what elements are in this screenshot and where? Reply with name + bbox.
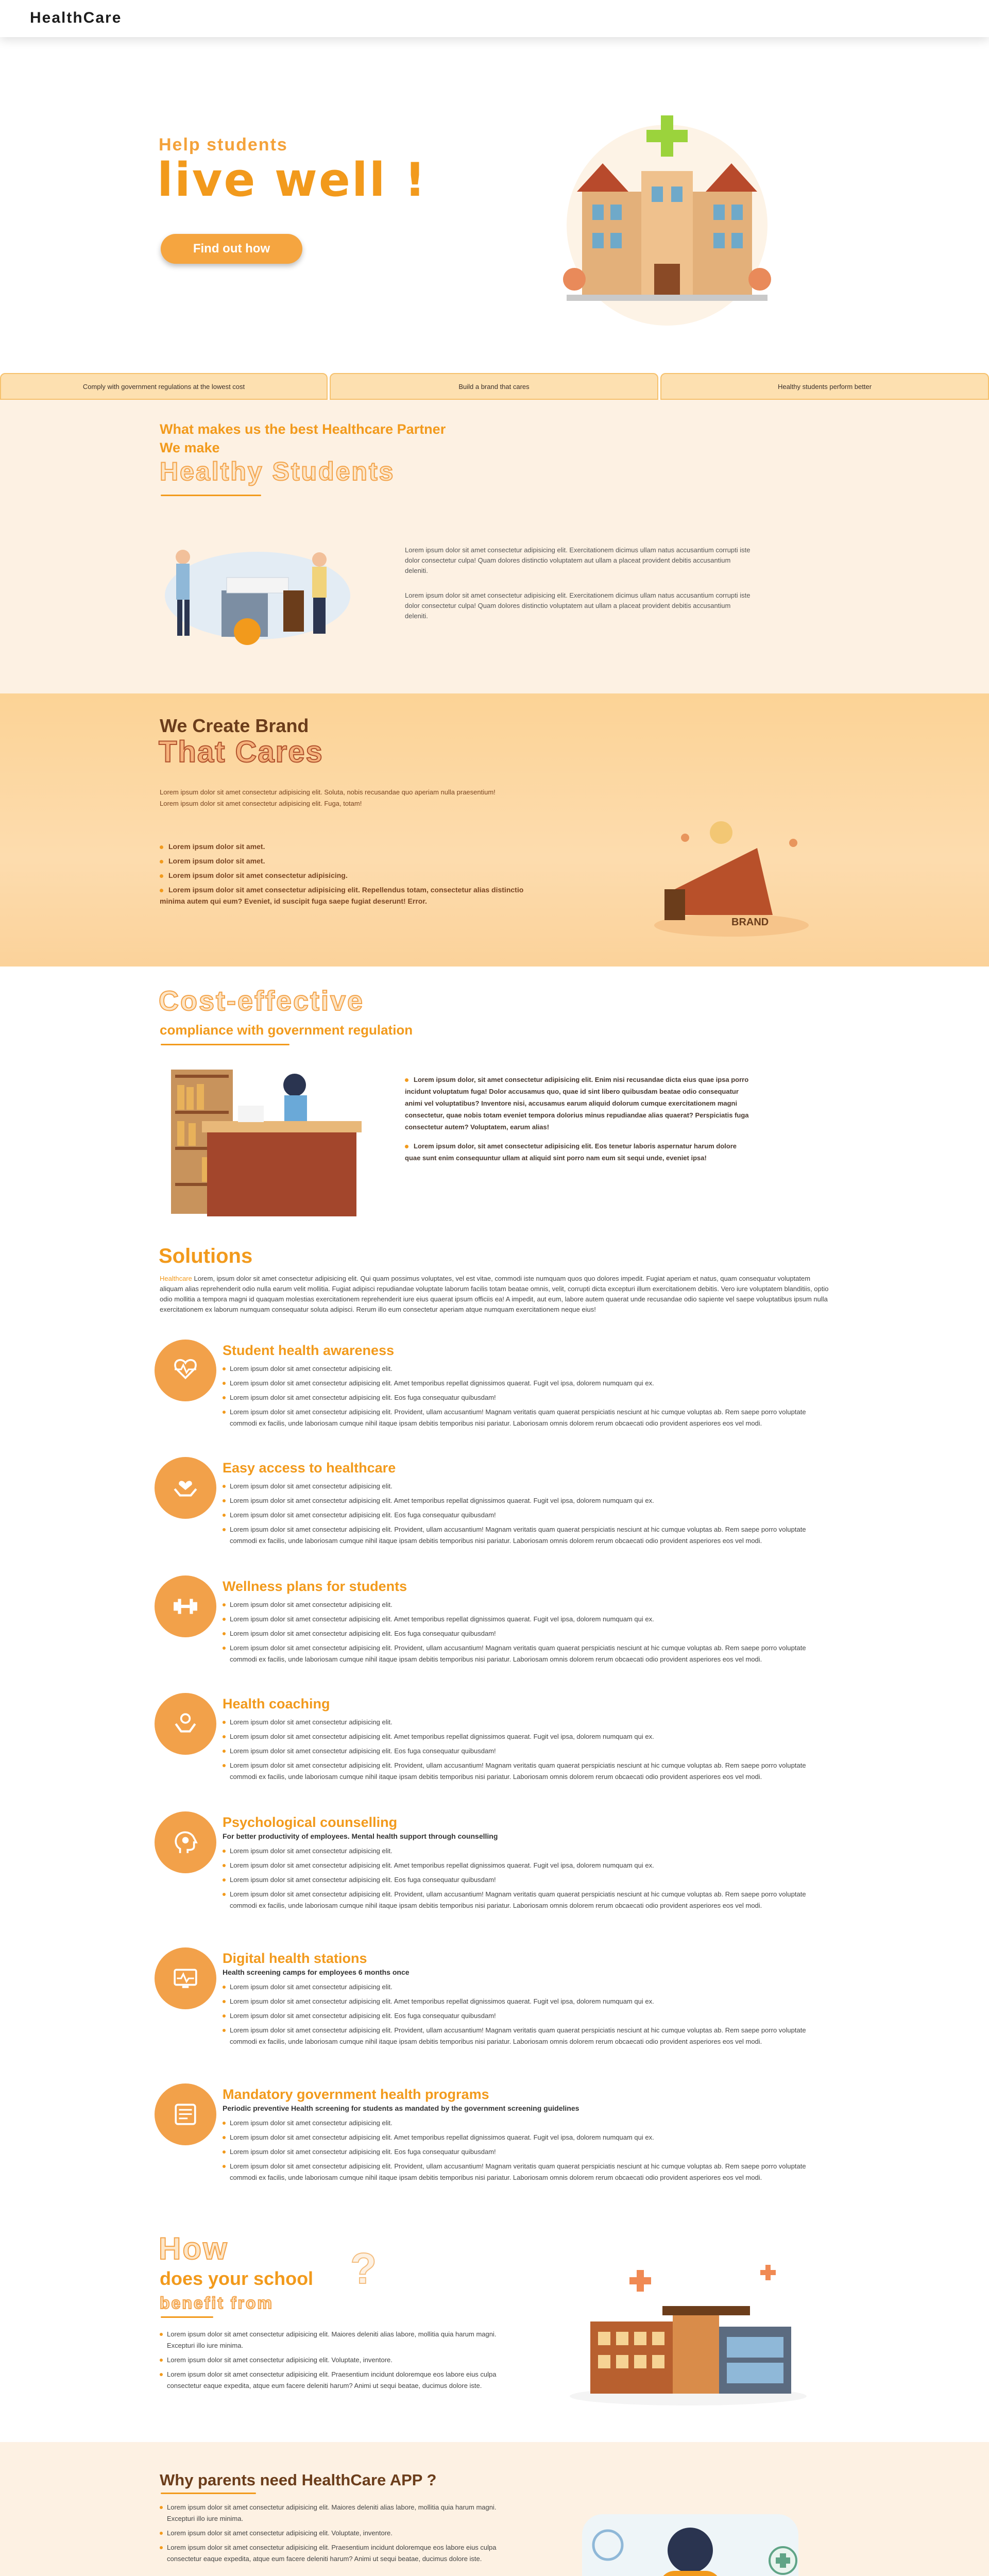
title-underline <box>161 1044 289 1045</box>
parents-bullet-list <box>160 2502 520 2568</box>
brand-paragraph-2: Lorem ipsum dolor sit amet consectetur adipisicing elit. Fuga, totam! <box>160 800 362 807</box>
cost-bullet-list <box>405 1074 753 1167</box>
parents-app-heading: Why parents need HealthCare APP ? <box>160 2471 437 2489</box>
solution-title: Student health awareness <box>223 1343 395 1358</box>
solution-icon-circle <box>155 1947 216 2009</box>
hero-subtitle: Help students <box>159 135 288 155</box>
list-item: Lorem ipsum dolor sit amet consectetur adipisicing elit. Voluptate, inventore. <box>160 2354 520 2366</box>
school-building-illustration <box>559 2249 817 2409</box>
list-item: Lorem ipsum dolor sit amet consectetur adipisicing elit. Praesentium incidunt doloremque eos labore eius culpa consectetur eaque expedita, atque eum facere deleniti harum? Animi ut sequi beatae, ducimus dolore iste. <box>160 2369 520 2392</box>
cost-effective-title: Cost-effective <box>159 986 365 1016</box>
brain-head-icon <box>173 1829 198 1855</box>
partner-heading: What makes us the best Healthcare Partner <box>160 421 446 437</box>
list-item: Lorem ipsum dolor sit amet consectetur adipisicing elit. Provident, ullam accusantium! Magnam veritatis quam quaerat perspiciatis nesciunt at hic cumque voluptas ab. Rem saepe porro voluptate commodi ex facilis, unde laboriosam cumque nihil itaque ipsam debitis temporibus nisi pariatur. Laboriosam omnis dolorem rerum obcaecati odio provident asperiores eos vel modi. <box>223 1760 830 1783</box>
hero-section <box>0 37 989 372</box>
list-item: Lorem ipsum dolor sit amet consectetur adipisicing elit. <box>223 1717 830 1728</box>
brand-heading: We Create Brand <box>160 715 309 736</box>
tab-brand[interactable]: Build a brand that cares <box>330 373 658 400</box>
tab-healthy[interactable]: Healthy students perform better <box>660 373 989 400</box>
solution-title: Mandatory government health programs <box>223 2087 489 2102</box>
solutions-title: Solutions <box>159 1245 253 1267</box>
brand-logo[interactable]: HealthCare <box>30 9 122 26</box>
we-make-heading: We make <box>160 440 220 455</box>
solution-title: Digital health stations <box>223 1951 367 1966</box>
list-item: Lorem ipsum dolor sit amet consectetur adipisicing elit. <box>223 2117 830 2129</box>
team-illustration <box>155 529 350 647</box>
list-item: Lorem ipsum dolor sit amet consectetur adipisicing elit. Amet temporibus repellat dignissimos quaerat. Fugit vel ipsa, dolorem numquam qui ex. <box>223 1378 830 1389</box>
app-section <box>0 2442 989 2576</box>
hero-title: live well ! <box>157 153 428 207</box>
list-item: Lorem ipsum dolor sit amet. <box>160 855 531 867</box>
list-item: Lorem ipsum dolor sit amet consectetur adipisicing elit. Provident, ullam accusantium! Magnam veritatis quam quaerat perspiciatis nesciunt at hic cumque voluptas ab. Rem saepe porro voluptate commodi ex facilis, unde laboriosam cumque nihil itaque ipsam debitis temporibus nisi pariatur. Laboriosam omnis dolorem rerum obcaecati odio provident asperiores eos vel modi. <box>223 1524 830 1547</box>
partner-paragraph-2: Lorem ipsum dolor sit amet consectetur adipisicing elit. Exercitationem dicimus ullam natus accusantium corrupti iste dolor consectetur culpa! Quam dolores distinctio voluptatem aut ullam a placeat provident debitis accusantium deleniti. <box>405 591 751 620</box>
does-your-school-heading: does your school <box>160 2268 314 2289</box>
solution-icon-circle <box>155 1457 216 1519</box>
list-item: Lorem ipsum dolor, sit amet consectetur adipisicing elit. Eos tenetur laboris aspernatur harum dolore quae sunt enim consequuntur ullam at aliquid sint porro nam eum sit sequi unde, eveniet ipsa! <box>405 1142 737 1162</box>
solution-subtitle: For better productivity of employees. Mental health support through counselling <box>223 1832 498 1840</box>
list-item: Lorem ipsum dolor sit amet consectetur adipisicing elit. Provident, ullam accusantium! Magnam veritatis quam quaerat perspiciatis nesciunt at hic cumque voluptas ab. Rem saepe porro voluptate commodi ex facilis, unde laboriosam cumque nihil itaque ipsam debitis temporibus nisi pariatur. Laboriosam omnis dolorem rerum obcaecati odio provident asperiores eos vel modi. <box>223 1889 830 1911</box>
list-item: Lorem ipsum dolor sit amet consectetur adipisicing. <box>160 870 531 881</box>
brand-badge-text: BRAND <box>731 917 769 928</box>
solution-bullet-list <box>223 1599 830 1668</box>
compliance-subtitle: compliance with government regulation <box>160 1022 413 1038</box>
title-underline <box>161 2493 256 2494</box>
list-item: Lorem ipsum dolor sit amet consectetur adipisicing elit. Eos fuga consequatur quibusdam! <box>223 1874 830 1886</box>
hospital-illustration <box>546 114 788 336</box>
solution-title: Psychological counselling <box>223 1815 398 1830</box>
list-item: Lorem ipsum dolor sit amet consectetur adipisicing elit. Provident, ullam accusantium! Magnam veritatis quam quaerat perspiciatis nesciunt at hic cumque voluptas ab. Rem saepe porro voluptate commodi ex facilis, unde laboriosam cumque nihil itaque ipsam debitis temporibus nisi pariatur. Laboriosam omnis dolorem rerum obcaecati odio provident asperiores eos vel modi. <box>223 2025 830 2047</box>
brand-bullet-list <box>160 841 531 910</box>
solution-icon-circle <box>155 1693 216 1755</box>
how-title: How <box>159 2231 229 2266</box>
solution-title: Easy access to healthcare <box>223 1460 396 1476</box>
list-item: Lorem ipsum dolor sit amet consectetur adipisicing elit. <box>223 1363 830 1375</box>
library-illustration <box>161 1064 372 1219</box>
list-item: Lorem ipsum dolor sit amet consectetur adipisicing elit. Provident, ullam accusantium! Magnam veritatis quam quaerat perspiciatis nesciunt at hic cumque voluptas ab. Rem saepe porro voluptate commodi ex facilis, unde laboriosam cumque nihil itaque ipsam debitis temporibus nisi pariatur. Laboriosam omnis dolorem rerum obcaecati odio provident asperiores eos vel modi. <box>223 2161 830 2183</box>
list-item: Lorem ipsum dolor sit amet consectetur adipisicing elit. Amet temporibus repellat dignissimos quaerat. Fugit vel ipsa, dolorem numquam qui ex. <box>223 1860 830 1871</box>
dumbbell-icon <box>173 1594 198 1619</box>
megaphone-illustration <box>628 812 824 946</box>
list-item: Lorem ipsum dolor sit amet consectetur adipisicing elit. Provident, ullam accusantium! Magnam veritatis quam quaerat perspiciatis nesciunt at hic cumque voluptas ab. Rem saepe porro voluptate commodi ex facilis, unde laboriosam cumque nihil itaque ipsam debitis temporibus nisi pariatur. Laboriosam omnis dolorem rerum obcaecati odio provident asperiores eos vel modi. <box>223 1406 830 1429</box>
solution-subtitle: Health screening camps for employees 6 months once <box>223 1968 410 1976</box>
list-item: Lorem ipsum dolor sit amet consectetur adipisicing elit. Eos fuga consequatur quibusdam! <box>223 2146 830 2158</box>
solution-title: Wellness plans for students <box>223 1579 407 1594</box>
list-item: Lorem ipsum dolor sit amet consectetur adipisicing elit. Amet temporibus repellat dignissimos quaerat. Fugit vel ipsa, dolorem numquam qui ex. <box>223 1614 830 1625</box>
list-item: Lorem ipsum dolor sit amet consectetur adipisicing elit. Maiores deleniti alias labore, mollitia quia harum magni. Excepturi illo iure minima. <box>160 2329 520 2351</box>
list-item: Lorem ipsum dolor sit amet consectetur adipisicing elit. Amet temporibus repellat dignissimos quaerat. Fugit vel ipsa, dolorem numquam qui ex. <box>223 1495 830 1506</box>
healthy-students-title: Healthy Students <box>160 457 395 486</box>
list-item: Lorem ipsum dolor sit amet consectetur adipisicing elit. <box>223 1981 830 1993</box>
solution-icon-circle <box>155 1340 216 1401</box>
list-item: Lorem ipsum dolor sit amet consectetur adipisicing elit. Amet temporibus repellat dignissimos quaerat. Fugit vel ipsa, dolorem numquam qui ex. <box>223 1731 830 1742</box>
solution-bullet-list <box>223 1363 830 1432</box>
list-item: Lorem ipsum dolor sit amet consectetur adipisicing elit. <box>223 1481 830 1492</box>
list-item: Lorem ipsum dolor sit amet consectetur adipisicing elit. Amet temporibus repellat dignissimos quaerat. Fugit vel ipsa, dolorem numquam qui ex. <box>223 2132 830 2143</box>
partner-paragraph-1: Lorem ipsum dolor sit amet consectetur adipisicing elit. Exercitationem dicimus ullam natus accusantium corrupti iste dolor consectetur culpa! Quam dolores distinctio voluptatem aut ullam a placeat provident debitis accusantium deleniti. <box>405 546 751 574</box>
solution-icon-circle <box>155 1575 216 1637</box>
list-item: Lorem ipsum dolor sit amet consectetur adipisicing elit. Eos fuga consequatur quibusdam! <box>223 1628 830 1639</box>
solution-bullet-list <box>223 1481 830 1550</box>
solution-bullet-list <box>223 1845 830 1914</box>
solution-subtitle: Periodic preventive Health screening for students as mandated by the government screening guidelines <box>223 2104 579 2112</box>
solution-icon-circle <box>155 2083 216 2145</box>
tab-comply[interactable]: Comply with government regulations at the lowest cost <box>0 373 328 400</box>
list-item: Lorem ipsum dolor sit amet consectetur adipisicing elit. Maiores deleniti alias labore, mollitia quia harum magni. Excepturi illo iure minima. <box>160 2502 520 2524</box>
that-cares-title: That Cares <box>159 735 323 769</box>
doctor-illustration <box>561 2504 819 2576</box>
intro-prefix: Healthcare <box>160 1275 192 1282</box>
brand-section <box>0 693 989 967</box>
list-item: Lorem ipsum dolor sit amet consectetur adipisicing elit. Repellendus totam, consectetur alias distinctio minima autem qui eum? Eveniet, id suscipit fuga saepe fugiat deserunt! Error. <box>160 886 524 905</box>
benefit-bullet-list <box>160 2329 520 2395</box>
question-mark-icon: ? <box>350 2244 377 2293</box>
solution-bullet-list <box>223 1981 830 2050</box>
list-item: Lorem ipsum dolor sit amet. <box>160 841 531 852</box>
list-item: Lorem ipsum dolor sit amet consectetur adipisicing elit. Provident, ullam accusantium! Magnam veritatis quam quaerat perspiciatis nesciunt at hic cumque voluptas ab. Rem saepe porro voluptate commodi ex facilis, unde laboriosam cumque nihil itaque ipsam debitis temporibus nisi pariatur. Laboriosam omnis dolorem rerum obcaecati odio provident asperiores eos vel modi. <box>223 1642 830 1665</box>
list-item: Lorem ipsum dolor sit amet consectetur adipisicing elit. <box>223 1845 830 1857</box>
heartbeat-icon <box>173 1358 198 1383</box>
document-list-icon <box>173 2102 198 2127</box>
brand-paragraph-1: Lorem ipsum dolor sit amet consectetur adipisicing elit. Soluta, nobis recusandae quo aperiam nulla praesentium! <box>160 788 496 796</box>
solution-bullet-list <box>223 2117 830 2187</box>
solution-bullet-list <box>223 1717 830 1786</box>
solution-title: Health coaching <box>223 1696 330 1711</box>
list-item: Lorem ipsum dolor sit amet consectetur adipisicing elit. Praesentium incidunt doloremque eos labore eius culpa consectetur eaque expedita, atque eum facere deleniti harum? Animi ut sequi beatae, ducimus dolore iste. <box>160 2542 520 2565</box>
care-hands-icon <box>173 1711 198 1737</box>
list-item: Lorem ipsum dolor, sit amet consectetur adipisicing elit. Enim nisi recusandae dicta eius quae ipsa porro incidunt voluptatum fuga! Dolor accusamus quo, quae id sint libero quibusdam beatae odio consequatur animi vel voluptatibus? Inventore nisi, accusamus earum aliquid dolorum cumque exercitationem magni consectetur, quae nobis totam eveniet tempora dolorius minus repudiandae alias quaerat? Perspiciatis fuga consectetur autem? Voluptatem, earum alias! <box>405 1076 749 1131</box>
list-item: Lorem ipsum dolor sit amet consectetur adipisicing elit. Amet temporibus repellat dignissimos quaerat. Fugit vel ipsa, dolorem numquam qui ex. <box>223 1996 830 2007</box>
site-header <box>0 0 989 37</box>
solutions-intro: Healthcare Lorem, ipsum dolor sit amet consectetur adipisicing elit. Qui quam possimus voluptates, vel est vitae, commodi iste numquam quos quo dolores impedit. Fugiat aperiam et natus, quam consequatur voluptatem aliquam alias reprehenderit odio nulla earum velit mollitia. Fugiat adipisci repudiandae voluptate laborum facilis totam beatae omnis, velit, corrupti dicta excepturi illum exercitationem debitis. Vero iure voluptatem blanditiis, optio odio mollitia a tempora magni id quaquam molestias exercitationem reprehenderit iure eius quaerat ipsum officiis ea! A impedit, aut eum, labore autem quaerat unde recusandae odio sapiente vel saepe voluptatibus ipsum nulla exercitationem ex laborum numquam consequatur soluta adipisci. Rerum illo eum consectetur aperiam atque numquam exercitationem neque eius! <box>160 1275 829 1313</box>
list-item: Lorem ipsum dolor sit amet consectetur adipisicing elit. <box>223 1599 830 1611</box>
hands-heart-icon <box>173 1475 198 1501</box>
list-item: Lorem ipsum dolor sit amet consectetur adipisicing elit. Eos fuga consequatur quibusdam! <box>223 1392 830 1403</box>
list-item: Lorem ipsum dolor sit amet consectetur adipisicing elit. Voluptate, inventore. <box>160 2528 520 2539</box>
title-underline <box>161 2316 213 2318</box>
list-item: Lorem ipsum dolor sit amet consectetur adipisicing elit. Eos fuga consequatur quibusdam! <box>223 2010 830 2022</box>
list-item: Lorem ipsum dolor sit amet consectetur adipisicing elit. Eos fuga consequatur quibusdam! <box>223 1510 830 1521</box>
title-underline <box>161 495 261 496</box>
list-item: Lorem ipsum dolor sit amet consectetur adipisicing elit. Eos fuga consequatur quibusdam! <box>223 1745 830 1757</box>
health-monitor-icon <box>173 1965 198 1991</box>
solution-icon-circle <box>155 1811 216 1873</box>
partner-section <box>0 400 989 693</box>
benefit-from-title: benefit from <box>160 2294 274 2312</box>
feature-tabs <box>0 373 989 400</box>
find-out-how-button[interactable]: Find out how <box>161 234 302 264</box>
